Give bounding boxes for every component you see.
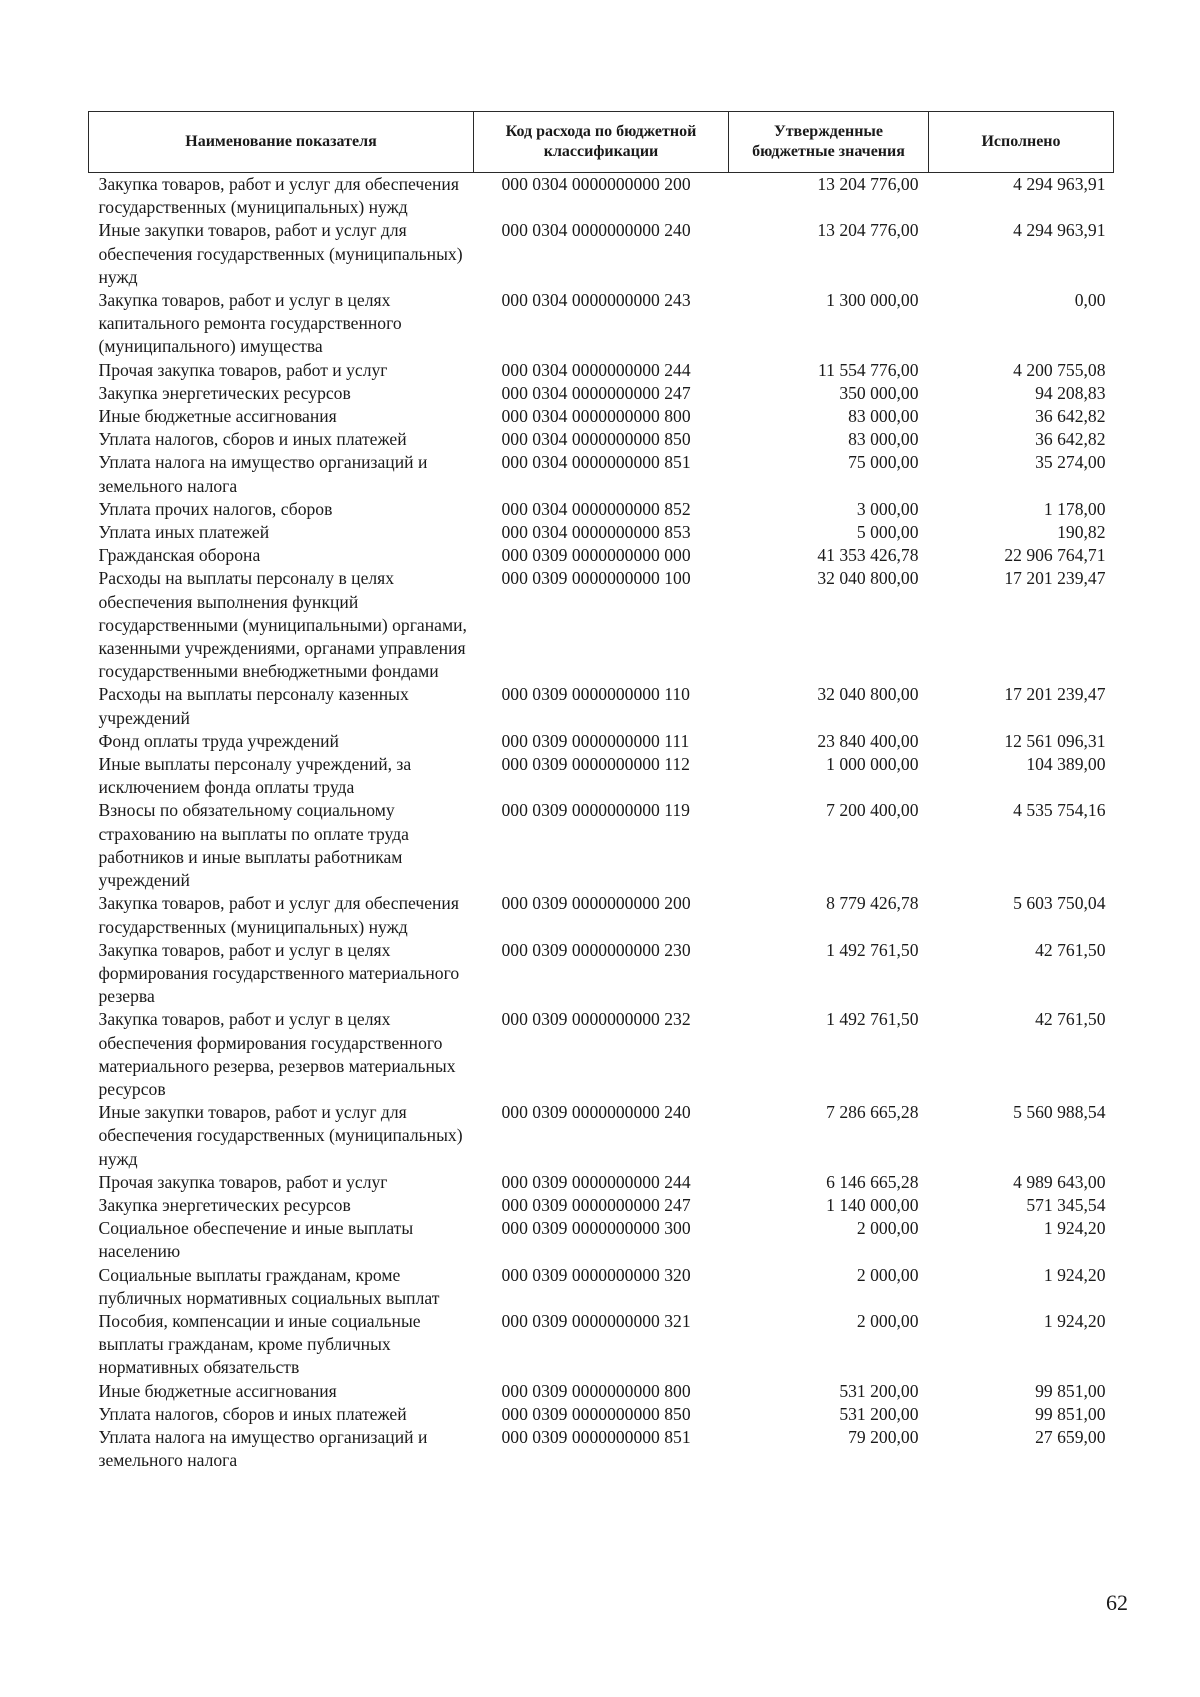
row-code-cell: 000 0309 0000000000 800 [501,1380,691,1401]
table-row [89,1403,1114,1426]
row-approved-cell: 32 040 800,00 [817,684,919,705]
header-code: Код расхода по бюджетной классификации [474,112,729,173]
row-executed-cell: 35 274,00 [1035,452,1106,473]
row-name-cell: Иные выплаты персоналу учреждений, за исключением фонда оплаты труда [98,754,412,798]
table-row [89,753,1114,799]
row-code-cell: 000 0309 0000000000 244 [501,1171,691,1192]
row-executed-cell: 1 924,20 [1043,1218,1106,1239]
row-executed-cell: 4 989 643,00 [1013,1171,1106,1192]
table-row [89,1264,1114,1310]
table-row [89,405,1114,428]
row-name-cell: Уплата налога на имущество организаций и земельного налога [98,452,428,496]
row-executed-cell: 4 535 754,16 [1013,800,1106,821]
table-row [89,451,1114,497]
table-row [89,521,1114,544]
row-code-cell: 000 0309 0000000000 232 [501,1009,691,1030]
row-executed-cell: 5 560 988,54 [1013,1102,1106,1123]
row-executed-cell: 22 906 764,71 [1004,545,1106,566]
row-executed-cell: 1 924,20 [1043,1264,1106,1285]
row-approved-cell: 3 000,00 [856,498,919,519]
row-code-cell: 000 0309 0000000000 111 [501,730,690,751]
table-row [89,359,1114,382]
table-row [89,683,1114,729]
row-executed-cell: 99 851,00 [1035,1380,1106,1401]
row-approved-cell: 13 204 776,00 [817,220,919,241]
row-executed-cell: 42 761,50 [1035,1009,1106,1030]
table-row [89,567,1114,683]
row-executed-cell: 12 561 096,31 [1004,730,1106,751]
row-approved-cell: 531 200,00 [839,1380,919,1401]
header-executed: Исполнено [929,112,1114,173]
header-name: Наименование показателя [89,112,474,173]
row-approved-cell: 1 492 761,50 [826,1009,919,1030]
row-code-cell: 000 0304 0000000000 240 [501,220,691,241]
header-approved: Утвержденные бюджетные значения [729,112,929,173]
table-row [89,1310,1114,1380]
row-name-cell: Гражданская оборона [98,545,261,566]
row-executed-cell: 571 345,54 [1026,1194,1106,1215]
row-code-cell: 000 0304 0000000000 244 [501,359,691,380]
row-executed-cell: 1 924,20 [1043,1310,1106,1331]
table-row [89,1380,1114,1403]
row-approved-cell: 79 200,00 [848,1426,919,1447]
row-approved-cell: 1 300 000,00 [826,290,919,311]
row-approved-cell: 531 200,00 [839,1403,919,1424]
row-executed-cell: 4 294 963,91 [1013,174,1106,194]
row-name-cell: Закупка товаров, работ и услуг для обеспечения государственных (муниципальных) нужд [98,893,459,937]
row-code-cell: 000 0304 0000000000 800 [501,406,691,427]
row-code-cell: 000 0309 0000000000 320 [501,1264,691,1285]
row-name-cell: Иные закупки товаров, работ и услуг для обеспечения государственных (муниципальных) нужд [98,220,463,287]
row-executed-cell: 99 851,00 [1035,1403,1106,1424]
table-body [89,173,1114,1473]
row-approved-cell: 1 000 000,00 [826,754,919,775]
row-name-cell: Закупка товаров, работ и услуг для обеспечения государственных (муниципальных) нужд [98,174,459,218]
row-code-cell: 000 0309 0000000000 200 [501,893,691,914]
row-code-cell: 000 0304 0000000000 850 [501,429,691,450]
row-name-cell: Расходы на выплаты персоналу в целях обеспечения выполнения функций государственными (муниципальными) органами, казенными учреждениями, органами управления государственными внебюджетными фондами [98,568,467,682]
row-name-cell: Пособия, компенсации и иные социальные выплаты гражданам, кроме публичных нормативных обязательств [98,1310,421,1378]
row-code-cell: 000 0309 0000000000 100 [501,568,691,589]
row-code-cell: 000 0309 0000000000 112 [501,754,690,775]
header-row [89,112,1114,173]
row-approved-cell: 2 000,00 [856,1310,919,1331]
row-name-cell: Закупка энергетических ресурсов [98,382,351,403]
row-executed-cell: 17 201 239,47 [1004,568,1106,589]
row-approved-cell: 83 000,00 [848,406,919,427]
row-approved-cell: 32 040 800,00 [817,568,919,589]
row-approved-cell: 41 353 426,78 [817,545,919,566]
row-executed-cell: 36 642,82 [1035,406,1106,427]
table-row [89,892,1114,938]
row-code-cell: 000 0309 0000000000 300 [501,1218,691,1239]
budget-execution-table [88,111,1114,1472]
page-number: 62 [1106,1590,1128,1615]
row-approved-cell: 13 204 776,00 [817,174,919,194]
row-name-cell: Уплата налога на имущество организаций и земельного налога [98,1426,428,1471]
table-row [89,219,1114,289]
row-name-cell: Закупка энергетических ресурсов [98,1194,351,1215]
row-code-cell: 000 0304 0000000000 247 [501,382,691,403]
row-name-cell: Фонд оплаты труда учреждений [98,730,339,751]
row-name-cell: Расходы на выплаты персоналу казенных учреждений [98,684,409,728]
row-executed-cell: 5 603 750,04 [1013,893,1106,914]
row-code-cell: 000 0304 0000000000 851 [501,452,691,473]
row-name-cell: Социальное обеспечение и иные выплаты населению [98,1218,414,1262]
table-row [89,498,1114,521]
row-approved-cell: 2 000,00 [856,1264,919,1285]
row-name-cell: Уплата прочих налогов, сборов [98,498,333,519]
row-name-cell: Закупка товаров, работ и услуг в целях капитального ремонта государственного (муниципального) имущества [98,290,402,357]
row-executed-cell: 4 294 963,91 [1013,220,1106,241]
row-executed-cell: 104 389,00 [1026,754,1106,775]
row-executed-cell: 1 178,00 [1043,498,1106,519]
row-executed-cell: 36 642,82 [1035,429,1106,450]
table-row [89,382,1114,405]
row-name-cell: Взносы по обязательному социальному страхованию на выплаты по оплате труда работников и иные выплаты работникам учреждений [98,800,409,891]
row-code-cell: 000 0304 0000000000 853 [501,522,691,543]
row-code-cell: 000 0309 0000000000 000 [501,545,691,566]
row-approved-cell: 1 492 761,50 [826,939,919,960]
table-row [89,1101,1114,1171]
row-executed-cell: 17 201 239,47 [1004,684,1106,705]
row-code-cell: 000 0304 0000000000 200 [501,174,691,194]
row-executed-cell: 4 200 755,08 [1013,359,1106,380]
row-code-cell: 000 0304 0000000000 852 [501,498,691,519]
row-name-cell: Прочая закупка товаров, работ и услуг [98,359,388,380]
row-approved-cell: 6 146 665,28 [826,1171,919,1192]
table-row [89,173,1114,220]
row-code-cell: 000 0309 0000000000 850 [501,1403,691,1424]
row-approved-cell: 350 000,00 [839,382,919,403]
row-executed-cell: 42 761,50 [1035,939,1106,960]
row-approved-cell: 83 000,00 [848,429,919,450]
table-row [89,1217,1114,1263]
row-code-cell: 000 0309 0000000000 851 [501,1426,691,1447]
row-executed-cell: 190,82 [1057,522,1106,543]
table-row [89,1426,1114,1472]
table-row [89,428,1114,451]
row-name-cell: Социальные выплаты гражданам, кроме публичных нормативных социальных выплат [98,1264,440,1308]
row-executed-cell: 0,00 [1074,290,1106,311]
row-approved-cell: 2 000,00 [856,1218,919,1239]
row-code-cell: 000 0309 0000000000 110 [501,684,690,705]
row-approved-cell: 75 000,00 [848,452,919,473]
table-row [89,939,1114,1009]
table-row [89,730,1114,753]
row-code-cell: 000 0309 0000000000 119 [501,800,690,821]
row-approved-cell: 8 779 426,78 [826,893,919,914]
row-approved-cell: 11 554 776,00 [817,359,919,380]
table-row [89,1171,1114,1194]
row-name-cell: Закупка товаров, работ и услуг в целях обеспечения формирования государственного материального резерва, резервов материальных ресурсов [98,1009,456,1099]
row-name-cell: Уплата налогов, сборов и иных платежей [98,1403,407,1424]
row-code-cell: 000 0309 0000000000 230 [501,939,691,960]
row-name-cell: Иные закупки товаров, работ и услуг для обеспечения государственных (муниципальных) нужд [98,1102,463,1169]
table-row [89,289,1114,359]
row-name-cell: Иные бюджетные ассигнования [98,406,337,427]
row-approved-cell: 7 200 400,00 [826,800,919,821]
row-executed-cell: 94 208,83 [1035,382,1106,403]
table-row [89,799,1114,892]
row-approved-cell: 23 840 400,00 [817,730,919,751]
row-approved-cell: 1 140 000,00 [826,1194,919,1215]
row-code-cell: 000 0309 0000000000 247 [501,1194,691,1215]
table-row [89,1194,1114,1217]
row-approved-cell: 5 000,00 [856,522,919,543]
row-code-cell: 000 0309 0000000000 321 [501,1310,691,1331]
row-approved-cell: 7 286 665,28 [826,1102,919,1123]
row-executed-cell: 27 659,00 [1035,1426,1106,1447]
table-header [89,112,1114,173]
table-row [89,1008,1114,1101]
row-code-cell: 000 0304 0000000000 243 [501,290,691,311]
row-name-cell: Уплата налогов, сборов и иных платежей [98,429,407,450]
table-row [89,544,1114,567]
row-code-cell: 000 0309 0000000000 240 [501,1102,691,1123]
row-name-cell: Уплата иных платежей [98,522,270,543]
row-name-cell: Прочая закупка товаров, работ и услуг [98,1171,388,1192]
row-name-cell: Закупка товаров, работ и услуг в целях формирования государственного материального резерва [98,939,460,1007]
row-name-cell: Иные бюджетные ассигнования [98,1380,337,1401]
